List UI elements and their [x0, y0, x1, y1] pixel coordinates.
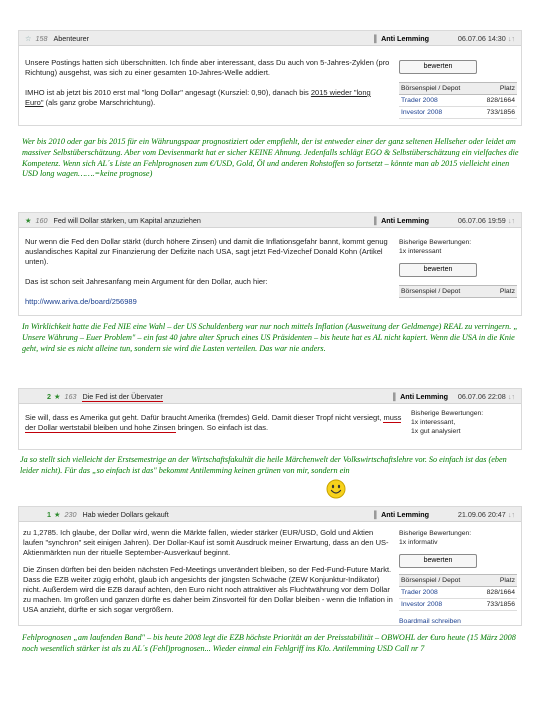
- depot-link[interactable]: Investor 2008: [401, 601, 443, 608]
- forum-post-163: [18, 388, 522, 450]
- sort-arrows-icon[interactable]: ↓↑: [507, 510, 515, 519]
- depot-table: [399, 82, 517, 119]
- post-date: 06.07.06 14:30 ↓↑: [457, 34, 515, 43]
- post-paragraph: Sie will, dass es Amerika gut geht. Dafür braucht Amerika (fremdes) Geld. Damit dieser Tropf nicht versiegt, muss der Dollar wertstabil bleiben und hohe Zinsen bringen. So einfach ist das.: [25, 413, 402, 432]
- post-title[interactable]: Hab wieder Dollars gekauft: [82, 510, 169, 519]
- post-date: 06.07.06 22:08 ↓↑: [457, 392, 515, 401]
- smiley-icon: [326, 479, 346, 499]
- post-header-left: [47, 507, 169, 522]
- board-url-link[interactable]: http://www.ariva.de/board/256989: [25, 297, 137, 306]
- depot-table: [399, 285, 517, 298]
- annotation-comment: Wer bis 2010 oder gar bis 2015 für ein Währungspaar prognostiziert oder empfiehlt, der ist entweder einer der ganz seltenen Hellseher oder leidet am massiver Selbstüberschätzung. Aber vom Devisenmarkt hat er sicher KEINE Ahnung. Jedenfalls schlägt EGO & Selbstüberschätzung ein vielfaches die Kompetenz. Wenn sich AL´s Liste an Fehlprognosen zum €/USD, Gold, Öl und anderen Rohstoffen so fortsetzt – könnte man ab 2015 vielleicht einen USD long wagen…….=keine prognose): [22, 137, 519, 179]
- sort-arrows-icon[interactable]: ↓↑: [507, 392, 515, 401]
- depot-table: [399, 574, 517, 611]
- post-paragraph: Nur wenn die Fed den Dollar stärkt (durch höhere Zinsen) und damit die Inflationsgefahr bannt, kommt genug auslandisches Kapital zur Finanzierung der Defizite nach USA, sagt jetzt Fed-Vizechef Donald Kohn (Artikel unten).: [25, 237, 388, 266]
- post-body: [25, 413, 403, 443]
- forum-post-160: [18, 212, 522, 316]
- rate-button[interactable]: bewerten: [399, 60, 477, 74]
- post-date: 21.09.06 20:47 ↓↑: [457, 510, 515, 519]
- post-sidebar: [399, 60, 517, 119]
- place-col-header: Platz: [490, 286, 517, 298]
- post-number: 230: [64, 510, 77, 519]
- sort-arrows-icon[interactable]: ↓↑: [507, 216, 515, 225]
- post-title[interactable]: Abenteurer: [53, 34, 90, 43]
- underlined-text: muss der Dollar wertstabil bleiben und hohe Zinsen: [25, 413, 402, 432]
- ratings-value: 1x interessant,: [411, 419, 456, 426]
- post-author[interactable]: ▌ Anti Lemming: [393, 392, 449, 401]
- post-author[interactable]: ▌ Anti Lemming: [374, 216, 430, 225]
- post-sidebar: [411, 409, 529, 436]
- post-header: [19, 507, 521, 522]
- rate-button[interactable]: bewerten: [399, 263, 477, 277]
- post-date: 06.07.06 19:59 ↓↑: [457, 216, 515, 225]
- star-icon[interactable]: ★: [54, 392, 61, 401]
- post-number: 160: [35, 216, 48, 225]
- post-body: [25, 237, 390, 317]
- forum-post-230: [18, 506, 522, 626]
- depot-link[interactable]: Trader 2008: [401, 97, 438, 104]
- post-paragraph: Das ist schon seit Jahresanfang mein Argument für den Dollar, auch hier:: [25, 277, 268, 286]
- post-body: [23, 528, 395, 625]
- post-author[interactable]: ▌ Anti Lemming: [374, 34, 430, 43]
- post-paragraph: Unsere Postings hatten sich überschnitten. Ich finde aber interessant, dass Du auch von 5-Jahres-Zyklen (pro Richtung) ausgehst, was sich zu einer gesamten 10-Jahres-Welle addiert.: [25, 58, 390, 77]
- annotation-comment: In Wirklichkeit hatte die Fed NIE eine Wahl – der US Schuldenberg war nur noch mittels Inflation (Ausweitung der Geldmenge) REAL zu verringern. „ Unsere Währung – Euer Problem" – ein fast 40 jahre alter Spruch eines US Präsidenten – bis heute hat es AL nicht kapiert. Wenn die USA in die Knie geht, wird sie es nicht alleine tun, sondern sie wird die Lasten verteilen. Das war nie anders.: [22, 322, 518, 353]
- post-author[interactable]: ▌ Anti Lemming: [374, 510, 430, 519]
- post-header: [19, 31, 521, 46]
- annotation-comment: Fehlprognosen „am laufenden Band" – bis heute 2008 legt die EZB höchste Priorität an der Preisstabilität – OBWOHL der €uro heute (15 März 2008 noch wesentlich stärker ist als zu AL´s (Fehl)prognosen... Wieder einmal ein Fehlgriff ins Klo. Antilemming USD Call nr 7: [22, 633, 516, 653]
- post-header-left: [25, 31, 89, 46]
- post-paragraph: [25, 297, 390, 307]
- post-number: 163: [64, 392, 77, 401]
- rating-count: 1: [47, 510, 51, 519]
- post-number: 158: [35, 34, 48, 43]
- post-title[interactable]: Fed will Dollar stärken, um Kapital anzuziehen: [53, 216, 201, 225]
- table-row: Trader 2008 828/1664: [399, 587, 517, 599]
- post-paragraph: zu 1,2785. Ich glaube, der Dollar wird, wenn die Märkte fallen, wieder stärker (EUR/USD, Gold und Aktien laufen "synchron" seit einigen Jahren). Der Dollar-Kauf ist somit Ausdruck meiner Erwartung, dass an den US-Aktienmärkten nun der rituelle September-Ausverkauf beginnt.: [23, 528, 389, 557]
- boardmail-link[interactable]: Boardmail schreiben: [399, 618, 461, 625]
- table-row: Investor 2008 733/1856: [399, 599, 517, 611]
- underlined-text: 2015 wieder "long Euro": [25, 88, 371, 107]
- post-paragraph: IMHO ist ab jetzt bis 2010 erst mal "long Dollar" angesagt (Kursziel: 0,90), danach bis 2015 wieder "long Euro" (als ganz grobe Marschrichtung).: [25, 88, 371, 107]
- annotation-comment: Ja so stellt sich vielleicht der Erstsemestrige an der Wirtschaftsfakultät die heile Märchenwelt der Volkswirtschaftslehre vor. So einfach ist das (eben leider nicht). Für das „so einfach ist das" bekommt Antilemming keinen grünen von mir, sondern ein: [20, 455, 507, 475]
- ratings-value: 1x gut analysiert: [411, 428, 461, 435]
- depot-link[interactable]: Trader 2008: [401, 589, 438, 596]
- ratings-label: Bisherige Bewertungen:: [399, 239, 472, 246]
- ratings-value: 1x interessant: [399, 248, 442, 255]
- post-body: [25, 58, 390, 118]
- depot-col-header: Börsenspiel / Depot: [399, 83, 477, 95]
- post-paragraph: Die Zinsen dürften bei den beiden nächsten Fed-Meetings unverändert bleiben, so der Fed-Fund-Future Markt. Dass die EZB weiter zügig erhöht, glaub ich angesichts der jüngsten Schwäche (ZEW Konjunktur-Indikator) nicht. Außerdem wird die EZB darauf achten, den Euro nicht noch attraktiver als Fluchtwährung vor dem Dollar zu machen. Im großen und ganzen dürfte es daher beim Zinsvorteil für den Dollar bleiben - wenn die Inflation in USA anzieht, dürfte er sich sogar vergrößern.: [23, 565, 393, 614]
- post-header: [19, 213, 521, 228]
- depot-col-header: Börsenspiel / Depot: [399, 286, 490, 298]
- post-sidebar: [399, 529, 517, 626]
- forum-post-158: [18, 30, 522, 126]
- post-title[interactable]: Die Fed ist der Übervater: [82, 392, 163, 401]
- depot-link[interactable]: Investor 2008: [401, 109, 443, 116]
- rating-count: 2: [47, 392, 51, 401]
- ratings-label: Bisherige Bewertungen:: [399, 530, 472, 537]
- post-header-left: [25, 213, 201, 228]
- ratings-value: 1x informativ: [399, 539, 438, 546]
- place-col-header: Platz: [477, 575, 517, 587]
- star-icon[interactable]: ☆: [25, 34, 32, 43]
- table-row: Investor 2008 733/1856: [399, 107, 517, 119]
- sort-arrows-icon[interactable]: ↓↑: [507, 34, 515, 43]
- star-icon[interactable]: ★: [25, 216, 32, 225]
- star-icon[interactable]: ★: [54, 510, 61, 519]
- place-col-header: Platz: [477, 83, 517, 95]
- post-sidebar: [399, 238, 517, 298]
- post-header: [19, 389, 521, 404]
- ratings-label: Bisherige Bewertungen:: [411, 410, 484, 417]
- table-row: Trader 2008 828/1664: [399, 95, 517, 107]
- post-header-left: [47, 389, 163, 404]
- rate-button[interactable]: bewerten: [399, 554, 477, 568]
- depot-col-header: Börsenspiel / Depot: [399, 575, 477, 587]
